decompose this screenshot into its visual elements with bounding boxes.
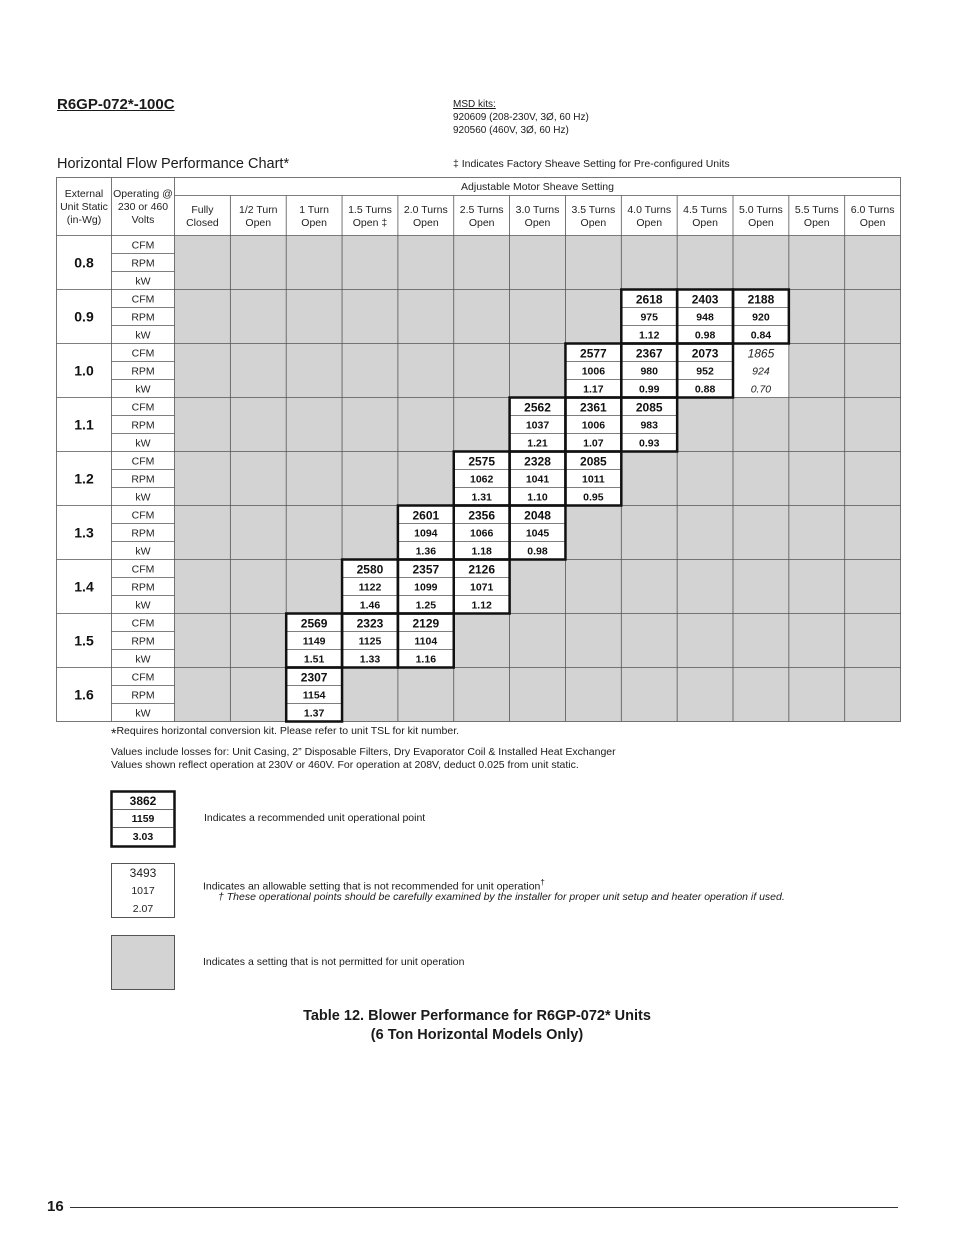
cfm-value: 2580: [356, 562, 384, 577]
footnote-text: Requires horizontal conversion kit. Please refer to unit TSL for kit number.: [116, 725, 460, 737]
cfm-value: 2618: [635, 292, 663, 307]
sheave-setting-header: Open: [301, 217, 327, 229]
rpm-value: 1125: [358, 635, 382, 648]
cfm-value: 1865: [747, 346, 775, 361]
metric-label: CFM: [131, 401, 155, 414]
rpm-value: 924: [752, 365, 770, 378]
metric-label: kW: [135, 275, 151, 288]
rpm-value: 1066: [469, 527, 494, 540]
rpm-value: 1041: [525, 473, 550, 486]
msd-kits-label: MSD kits:: [453, 99, 496, 110]
legend-not-permitted-box: [112, 936, 175, 990]
sheave-setting-header: Open: [803, 217, 830, 229]
sheave-setting-header: 4.0 Turns: [627, 204, 672, 216]
static-pressure-label: 1.3: [74, 524, 94, 541]
rpm-value: 948: [696, 311, 714, 324]
sheave-setting-header: Open ‡: [352, 217, 388, 229]
page-number: 16: [47, 1198, 64, 1215]
metric-label: kW: [135, 383, 151, 396]
metric-label: CFM: [131, 293, 155, 306]
metric-label: kW: [135, 707, 151, 720]
kw-value: 1.18: [471, 545, 492, 558]
kw-value: 1.46: [359, 599, 381, 612]
cfm-value: 2323: [356, 616, 384, 631]
cfm-value: 2357: [412, 562, 440, 577]
sheave-setting-header: Open: [412, 217, 439, 229]
legend-allowable-text: Indicates an allowable setting that is not recommended for unit operation: [203, 880, 541, 893]
msd-kit-line: 920560 (460V, 3Ø, 60 Hz): [453, 125, 569, 136]
chart-title: Horizontal Flow Performance Chart*: [57, 156, 290, 172]
rpm-value: 983: [640, 419, 658, 432]
metric-label: RPM: [131, 419, 155, 432]
cfm-value: 2577: [580, 346, 607, 361]
sheave-setting-header: Open: [748, 217, 774, 229]
voltage-header: Operating @: [113, 188, 173, 200]
metric-label: CFM: [131, 671, 155, 684]
kw-value: 0.84: [750, 329, 772, 342]
sheave-setting-header: 6.0 Turns: [850, 204, 895, 216]
table-caption: [0, 1007, 954, 1045]
kw-value: 1.25: [415, 599, 437, 612]
voltage-header: 230 or 460: [117, 201, 169, 213]
cfm-value: 2403: [691, 292, 719, 307]
legend-recommended-cfm: 3862: [129, 794, 157, 808]
legend-allowable-kw: 2.07: [132, 903, 154, 915]
rpm-value: 1071: [469, 581, 494, 594]
static-pressure-label: 1.2: [74, 470, 94, 487]
cfm-value: 2085: [635, 400, 663, 415]
msd-kit-line: 920609 (208-230V, 3Ø, 60 Hz): [453, 112, 589, 123]
sheave-setting-header: 1 Turn: [299, 204, 330, 216]
static-pressure-label: 0.9: [74, 308, 94, 325]
sheave-setting-header: Open: [692, 217, 718, 229]
losses-note: Values include losses for: Unit Casing, 2” Disposable Filters, Dry Evaporator Coil & Installed Heat Exchanger: [111, 746, 616, 758]
cfm-value: 2575: [468, 454, 496, 469]
caption-line-2: (6 Ton Horizontal Models Only): [370, 1027, 584, 1043]
sheave-setting-header: Open: [245, 217, 272, 229]
cfm-value: 2129: [412, 616, 440, 631]
static-pressure-label: 1.4: [74, 578, 94, 595]
static-pressure-label: 1.1: [74, 416, 94, 433]
static-header: External: [64, 188, 104, 200]
metric-label: RPM: [131, 365, 155, 378]
sheave-setting-header: 5.0 Turns: [739, 204, 783, 216]
sheave-setting-header: 1.5 Turns: [348, 204, 392, 216]
kw-value: 1.37: [303, 707, 325, 720]
kw-value: 0.98: [694, 329, 716, 342]
metric-label: CFM: [131, 509, 155, 522]
metric-label: RPM: [131, 689, 155, 702]
cfm-value: 2307: [300, 670, 328, 685]
cfm-value: 2085: [580, 454, 607, 469]
kw-value: 1.31: [471, 491, 492, 504]
caption-line-1: Table 12. Blower Performance for R6GP-072* Units: [303, 1008, 651, 1024]
sheave-setting-header: 3.0 Turns: [515, 204, 560, 216]
static-pressure-label: 1.0: [74, 362, 94, 379]
kw-value: 1.07: [583, 437, 604, 450]
sheave-setting-header: Open: [468, 217, 495, 229]
rpm-value: 1045: [525, 527, 550, 540]
kw-value: 0.99: [639, 383, 660, 396]
cfm-value: 2126: [468, 562, 496, 577]
legend-not-permitted-text: Indicates a setting that is not permitted for unit operation: [203, 956, 465, 968]
kw-value: 0.70: [750, 383, 772, 396]
kw-value: 1.21: [527, 437, 548, 450]
cfm-value: 2569: [300, 616, 328, 631]
kw-value: 1.12: [639, 329, 660, 342]
static-header: Unit Static: [60, 201, 108, 213]
kw-value: 1.16: [415, 653, 437, 666]
kw-value: 1.12: [471, 599, 492, 612]
kw-value: 0.93: [639, 437, 660, 450]
metric-label: CFM: [131, 617, 155, 630]
rpm-value: 1037: [525, 419, 550, 432]
metric-label: kW: [135, 329, 151, 342]
legend-recommended-kw: 3.03: [132, 831, 154, 843]
kw-value: 0.88: [694, 383, 716, 396]
metric-label: kW: [135, 653, 151, 666]
model-title: R6GP-072*-100C: [57, 96, 175, 113]
footer-rule: [70, 1207, 898, 1208]
kw-value: 0.95: [583, 491, 604, 504]
sheave-setting-header: 2.0 Turns: [403, 204, 448, 216]
sheave-setting-header: Open: [636, 217, 663, 229]
rpm-value: 920: [752, 311, 770, 324]
voltage-note: Values shown reflect operation at 230V or 460V. For operation at 208V, deduct 0.025 from unit static.: [111, 759, 579, 771]
rpm-value: 1149: [302, 635, 326, 648]
metric-label: kW: [135, 545, 151, 558]
metric-label: CFM: [131, 239, 155, 252]
rpm-value: 1099: [414, 581, 438, 594]
metric-label: RPM: [131, 581, 155, 594]
rpm-value: 975: [640, 311, 658, 324]
metric-label: CFM: [131, 563, 155, 576]
sheave-note: ‡ Indicates Factory Sheave Setting for Pre-configured Units: [453, 158, 730, 170]
legend-recommended-rpm: 1159: [131, 813, 155, 825]
cfm-value: 2073: [691, 346, 719, 361]
sheave-group-header: Adjustable Motor Sheave Setting: [461, 181, 614, 193]
legend-allowable-dagger: †: [540, 878, 545, 887]
metric-label: kW: [135, 491, 151, 504]
legend-allowable-rpm: 1017: [131, 885, 155, 897]
kw-value: 1.51: [303, 653, 325, 666]
voltage-header: Volts: [131, 214, 155, 226]
rpm-value: 1104: [414, 635, 438, 648]
sheave-setting-header: Open: [580, 217, 607, 229]
legend-allowable-note: † These operational points should be carefully examined by the installer for proper unit setup and heater operation if used.: [218, 891, 785, 903]
cfm-value: 2328: [524, 454, 551, 469]
cfm-value: 2188: [747, 292, 775, 307]
static-pressure-label: 1.6: [74, 686, 94, 703]
kw-value: 1.17: [583, 383, 604, 396]
metric-label: CFM: [131, 455, 155, 468]
metric-label: kW: [135, 599, 151, 612]
sheave-setting-header: 2.5 Turns: [459, 204, 504, 216]
cfm-value: 2048: [524, 508, 551, 523]
rpm-value: 1006: [581, 365, 606, 378]
legend-allowable-cfm: 3493: [129, 866, 157, 880]
rpm-value: 1062: [469, 473, 494, 486]
cfm-value: 2361: [580, 400, 607, 415]
static-pressure-label: 1.5: [74, 632, 94, 649]
rpm-value: 1094: [414, 527, 438, 540]
kw-value: 1.36: [415, 545, 437, 558]
cfm-value: 2356: [468, 508, 496, 523]
sheave-setting-header: 1/2 Turn: [239, 204, 278, 216]
kw-value: 1.10: [527, 491, 548, 504]
sheave-setting-header: 4.5 Turns: [683, 204, 727, 216]
metric-label: RPM: [131, 635, 155, 648]
rpm-value: 1154: [302, 689, 326, 702]
metric-label: RPM: [131, 527, 155, 540]
cfm-value: 2601: [412, 508, 440, 523]
sheave-setting-header: 3.5 Turns: [571, 204, 616, 216]
cfm-value: 2367: [635, 346, 663, 361]
metric-label: kW: [135, 437, 151, 450]
kw-value: 0.98: [527, 545, 548, 558]
rpm-value: 1006: [581, 419, 606, 432]
rpm-value: 1011: [581, 473, 605, 486]
sheave-setting-header: Open: [524, 217, 551, 229]
cfm-value: 2562: [524, 400, 551, 415]
sheave-setting-header: 5.5 Turns: [794, 204, 839, 216]
legend-recommended-text: Indicates a recommended unit operational point: [204, 812, 426, 824]
sheave-setting-header: Closed: [186, 217, 219, 229]
static-pressure-label: 0.8: [74, 254, 94, 271]
asterisk: *: [111, 725, 117, 741]
rpm-value: 952: [696, 365, 714, 378]
kw-value: 1.33: [359, 653, 381, 666]
rpm-value: 980: [640, 365, 658, 378]
metric-label: RPM: [131, 257, 155, 270]
static-header: (in-Wg): [66, 214, 102, 226]
sheave-setting-header: Fully: [191, 204, 214, 216]
metric-label: RPM: [131, 311, 155, 324]
metric-label: CFM: [131, 347, 155, 360]
sheave-setting-header: Open: [859, 217, 886, 229]
metric-label: RPM: [131, 473, 155, 486]
rpm-value: 1122: [358, 581, 382, 594]
